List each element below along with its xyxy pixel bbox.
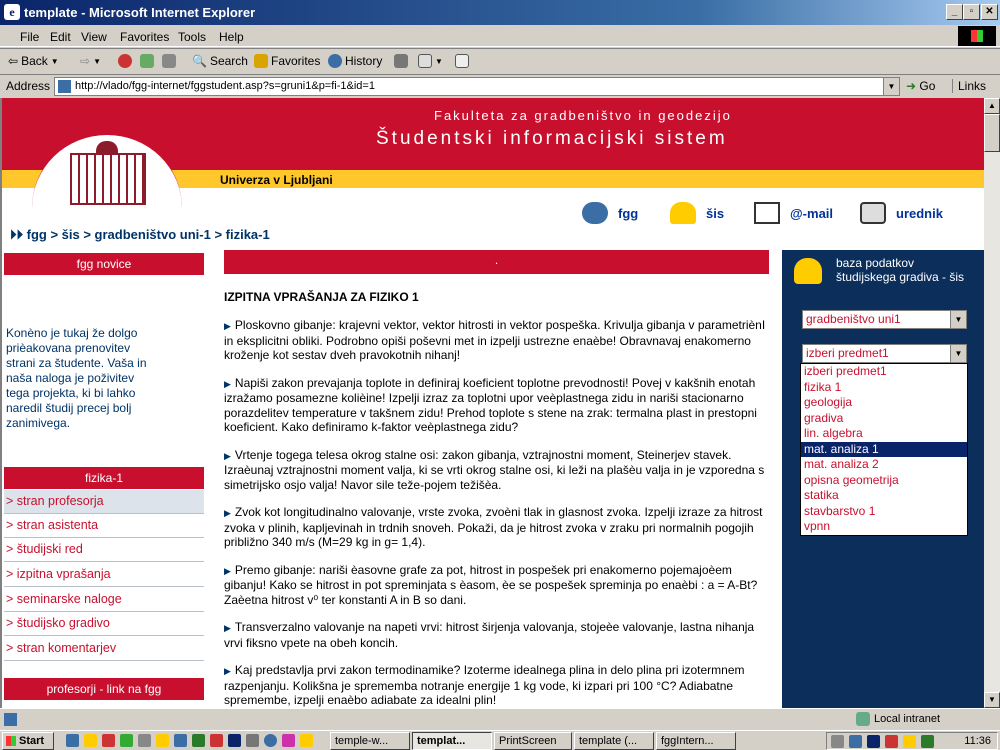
- subject-select-value: izberi predmet1: [806, 346, 889, 360]
- back-arrow-icon: ⇦: [8, 54, 19, 68]
- nav-email-label: @-mail: [790, 205, 834, 221]
- back-label: Back: [21, 54, 48, 68]
- subject-dropdown-list: [800, 363, 968, 536]
- intranet-icon: [856, 712, 870, 726]
- program-select[interactable]: [802, 310, 967, 329]
- address-input[interactable]: [54, 77, 900, 96]
- subject-option[interactable]: fizika 1: [804, 379, 842, 394]
- nav-sis[interactable]: [670, 202, 724, 224]
- sidebar-item-exam-questions[interactable]: > izpitna vprašanja: [4, 563, 204, 587]
- tray-icon[interactable]: [849, 735, 862, 748]
- quicklaunch-icon[interactable]: [282, 734, 295, 747]
- quicklaunch-icon[interactable]: [120, 734, 133, 747]
- search-icon: 🔍: [192, 54, 207, 68]
- ie-logo-icon: e: [4, 4, 20, 20]
- address-url: http://vlado/fgg-internet/fggstudent.asp?s=gruni1&p=fi-1&id=1: [75, 80, 375, 92]
- page-title: IZPITNA VPRAŠANJA ZA FIZIKO 1: [224, 290, 419, 304]
- menu-bar: [0, 25, 1000, 47]
- nav-editor[interactable]: [860, 202, 943, 224]
- close-button[interactable]: ✕: [981, 4, 998, 20]
- quicklaunch-icon[interactable]: [192, 734, 205, 747]
- question-item: [224, 563, 769, 608]
- zone-label: Local intranet: [874, 713, 941, 725]
- refresh-button[interactable]: [140, 54, 154, 68]
- subject-option-highlighted[interactable]: mat. analiza 1: [801, 442, 967, 458]
- taskbar: [0, 730, 1000, 750]
- window-title: template - Microsoft Internet Explorer: [24, 5, 256, 20]
- quicklaunch-icon[interactable]: [246, 734, 259, 747]
- question-text: Premo gibanje: nariši èasovne grafe za pot, hitrost in pospešek pri enakomerno pojemajoèem gibanju! Kako se hitrost in pot spreminjata s èasom, èe se pospešek spreminja po enaèbi : a = A-Bt? Zaèetna hitrost v⁰ ter konstanti A in B so dani.: [224, 562, 758, 607]
- mail-icon: [418, 54, 432, 68]
- search-label: Search: [209, 54, 248, 68]
- menu-favorites[interactable]: Favorites: [120, 30, 170, 44]
- taskbar-item-active[interactable]: templat...: [412, 732, 492, 750]
- edit-icon: [455, 54, 469, 68]
- subject-option[interactable]: geologija: [804, 395, 853, 409]
- professors-header[interactable]: profesorji - link na fgg: [4, 678, 204, 700]
- menu-tools[interactable]: Tools: [178, 30, 207, 44]
- menu-help[interactable]: Help: [219, 30, 244, 44]
- tray-icon[interactable]: [903, 735, 916, 748]
- tray-icon[interactable]: [867, 735, 880, 748]
- question-text: Kaj predstavlja prvi zakon termodinamike? Izoterme idealnega plina in delo plina pri izotermnem razpenjanju. Kolikšna je sprememba notranje energije 1 kg vode, ki izpari pri 100 °C? Adiabatne spremembe, izpelji enaèbo adiabate za idealni plin!: [224, 663, 745, 707]
- toolbar: [0, 48, 1000, 75]
- refresh-icon: [140, 54, 154, 68]
- scroll-down-icon[interactable]: ▼: [984, 692, 1000, 708]
- question-text: Vrtenje togega telesa okrog stalne osi: zakon gibanja, vztrajnostni moment, Steinerjev stavek. Izraèunaj vztrajnostni moment valja, ki se vrti okrog stalne osi, ki leži na plašèu valja in je vzporedna s simetrijsko osjo valja! Navor sile teže-pojem težišèa.: [224, 447, 765, 492]
- bullet-icon: ▶: [224, 623, 231, 633]
- taskbar-item[interactable]: temple-w...: [330, 732, 410, 750]
- history-button[interactable]: [328, 54, 382, 68]
- question-item: [224, 376, 769, 435]
- nav-fgg-label: fgg: [618, 205, 639, 221]
- minimize-button[interactable]: _: [946, 4, 963, 20]
- bullet-icon: ▶: [224, 565, 231, 576]
- program-select-value: gradbeništvo uni1: [806, 312, 901, 326]
- quicklaunch-icon[interactable]: [228, 734, 241, 747]
- database-title: baza podatkov študijskega gradiva - šis: [836, 256, 965, 284]
- hardhat-icon: [794, 258, 822, 284]
- forward-dropdown-icon: ▼: [93, 56, 101, 66]
- question-item: [224, 448, 769, 493]
- menu-edit[interactable]: Edit: [50, 30, 71, 44]
- news-header: fgg novice: [4, 253, 204, 275]
- nav-fgg[interactable]: [582, 202, 638, 224]
- history-label: History: [345, 54, 383, 68]
- quicklaunch-icon[interactable]: [66, 734, 79, 747]
- page-status-icon: [4, 713, 17, 726]
- stop-icon: [118, 54, 132, 68]
- mail-button[interactable]: [418, 54, 443, 68]
- taskbar-item[interactable]: fggIntern...: [656, 732, 736, 750]
- go-arrow-icon: ➜: [906, 79, 917, 93]
- links-button[interactable]: Links: [952, 79, 986, 93]
- address-dropdown-icon[interactable]: ▼: [883, 78, 899, 95]
- sidebar-item-study-material[interactable]: > študijsko gradivo: [4, 612, 204, 636]
- subject-option[interactable]: gradiva: [804, 410, 844, 425]
- content-header-bar: .: [224, 250, 769, 274]
- quicklaunch-icon[interactable]: [102, 734, 115, 747]
- page-viewport: [0, 98, 984, 708]
- question-item: [224, 663, 769, 708]
- home-icon: [162, 54, 176, 68]
- tray-icon[interactable]: [831, 735, 844, 748]
- back-dropdown-icon: ▼: [50, 56, 59, 66]
- taskbar-item[interactable]: template (...: [574, 732, 654, 750]
- building-icon: [70, 153, 146, 205]
- forward-button[interactable]: [80, 54, 101, 68]
- bullet-icon: ▶: [224, 666, 231, 676]
- editor-icon: [860, 202, 886, 224]
- question-text: Ploskovno gibanje: krajevni vektor, vektor hitrosti in vektor pospeška. Krivulja gibanja v parametriènI in eksplicitni obliki. Podrobno opiši poševni met in izpelji ustrezne enaèbe! Obravnavaj enakomerno kroženje kot sestav dveh pravokotnih nihanj!: [224, 318, 766, 362]
- hardhat-icon: [670, 202, 696, 224]
- bullet-icon: ▶: [224, 508, 231, 518]
- tray-icon[interactable]: [921, 735, 934, 748]
- scroll-thumb[interactable]: [984, 114, 1000, 152]
- news-text: Konèno je tukaj že dolgo prièakovana prenovitev strani za študente. Vaša in naša naloga je poživitev tega projekta, ki bi lahko naredil študij precej bolj zanimivega.: [6, 326, 147, 430]
- faculty-name: Fakulteta za gradbeništvo in geodezijo: [434, 108, 732, 123]
- maximize-button[interactable]: ▫: [963, 4, 980, 20]
- subject-header: fizika-1: [4, 467, 204, 489]
- address-label: Address: [6, 79, 51, 93]
- bullet-icon: ▶: [224, 450, 231, 461]
- history-icon: [328, 54, 342, 68]
- subject-option[interactable]: stavbarstvo 1: [804, 503, 876, 518]
- sidebar-item-study-rules[interactable]: > študijski red: [4, 538, 204, 562]
- menu-view[interactable]: View: [81, 30, 107, 44]
- subject-option[interactable]: vpnn: [804, 519, 831, 533]
- question-text: Transverzalno valovanje na napeti vrvi: hitrost širjenja valovanja, stojeèe valovanje, lastna nihanja vrvi fiksno vpete na obeh koncih.: [224, 620, 755, 650]
- security-zone: [856, 712, 940, 726]
- question-item: [224, 620, 769, 650]
- scroll-up-icon[interactable]: ▲: [984, 98, 1000, 114]
- question-text: Zvok kot longitudinalno valovanje, vrste zvoka, zvoèni tlak in glasnost zvoka. Izpelji izraze za hitrost zvoka v plinih, kapljevinah in trdnih snoveh. Pokaži, da je hitrost zvoka v zraku pri normalnih pogojih približno 340 m/s (M=29 kg in g= 1,4).: [224, 505, 763, 549]
- subject-option[interactable]: opisna geometrija: [804, 472, 899, 487]
- nav-email[interactable]: [754, 202, 833, 224]
- edit-button[interactable]: [455, 54, 469, 68]
- forward-arrow-icon: ⇨: [80, 54, 91, 68]
- sidebar-item-seminars[interactable]: > seminarske naloge: [4, 588, 204, 612]
- mail-dropdown-icon: ▼: [435, 56, 443, 66]
- favorites-label: Favorites: [271, 54, 321, 68]
- bullet-icon: ▶: [224, 378, 231, 389]
- nav-editor-label: urednik: [896, 205, 943, 221]
- tray-icon[interactable]: [885, 735, 898, 748]
- menu-file[interactable]: File: [20, 30, 40, 44]
- status-bar: [0, 708, 1000, 730]
- quicklaunch-icon[interactable]: [210, 734, 223, 747]
- subject-option[interactable]: mat. analiza 2: [804, 457, 879, 471]
- print-icon: [394, 54, 408, 68]
- chevron-down-icon[interactable]: ▼: [950, 345, 966, 362]
- exam-questions-content: [224, 290, 769, 708]
- subject-option[interactable]: lin. algebra: [804, 426, 863, 440]
- system-tray: [826, 732, 998, 750]
- question-item: [224, 318, 769, 363]
- system-title: Študentski informacijski sistem: [376, 128, 728, 149]
- subject-select[interactable]: [802, 344, 967, 363]
- clock: 11:36: [964, 735, 991, 747]
- windows-logo-icon: [958, 26, 996, 46]
- chevron-down-icon[interactable]: ▼: [950, 311, 966, 328]
- stop-button[interactable]: [118, 54, 132, 68]
- info-icon: [582, 202, 608, 224]
- nav-sis-label: šis: [706, 205, 725, 221]
- sidebar-item-assistant[interactable]: > stran asistenta: [4, 514, 204, 538]
- bullet-icon: ▶: [224, 321, 231, 331]
- quicklaunch-icon[interactable]: [264, 734, 277, 747]
- address-bar: [0, 75, 1000, 98]
- home-button[interactable]: [162, 54, 176, 68]
- page-icon: [58, 80, 71, 93]
- email-icon: [754, 202, 780, 224]
- print-button[interactable]: [394, 54, 408, 68]
- quicklaunch-icon[interactable]: [84, 734, 97, 747]
- back-button[interactable]: [8, 54, 59, 68]
- search-button[interactable]: [192, 54, 248, 68]
- question-item: [224, 505, 769, 550]
- subject-option[interactable]: statika: [804, 488, 839, 502]
- taskbar-item[interactable]: PrintScreen: [494, 732, 572, 750]
- breadcrumb-arrow-icon: ⏵⏵: [10, 227, 27, 242]
- go-label: Go: [919, 79, 936, 93]
- breadcrumb[interactable]: [10, 227, 270, 243]
- quicklaunch-icon[interactable]: [138, 734, 151, 747]
- favorites-icon: [254, 54, 268, 68]
- breadcrumb-text: fgg > šis > gradbeništvo uni-1 > fizika-1: [26, 227, 270, 242]
- quicklaunch-icon[interactable]: [174, 734, 187, 747]
- go-button[interactable]: [906, 79, 935, 93]
- sidebar-item-professor[interactable]: > stran profesorja: [4, 490, 204, 514]
- university-name: Univerza v Ljubljani: [220, 173, 333, 187]
- start-button[interactable]: Start: [2, 732, 54, 750]
- title-bar[interactable]: [0, 0, 1000, 25]
- quicklaunch-icon[interactable]: [156, 734, 169, 747]
- sidebar-item-comments[interactable]: > stran komentarjev: [4, 637, 204, 661]
- question-text: Napiši zakon prevajanja toplote in definiraj koeficient toplotne prevodnosti! Povej v kakšnih enotah izražamo posamezne kolièine! Izpelji izraz za toplotni upor veèplastnega zidu in nariši stacionarno porazdelitev temperature v takšnem zidu! Prehod toplote s stene na zrak: termalna plast in prestopni koeficient. Kako definiramo k-faktor veèplastnega zidu?: [224, 375, 757, 434]
- favorites-button[interactable]: [254, 54, 320, 68]
- subject-option[interactable]: izberi predmet1: [804, 364, 887, 378]
- vertical-scrollbar[interactable]: [984, 98, 1000, 708]
- quicklaunch-icon[interactable]: [300, 734, 313, 747]
